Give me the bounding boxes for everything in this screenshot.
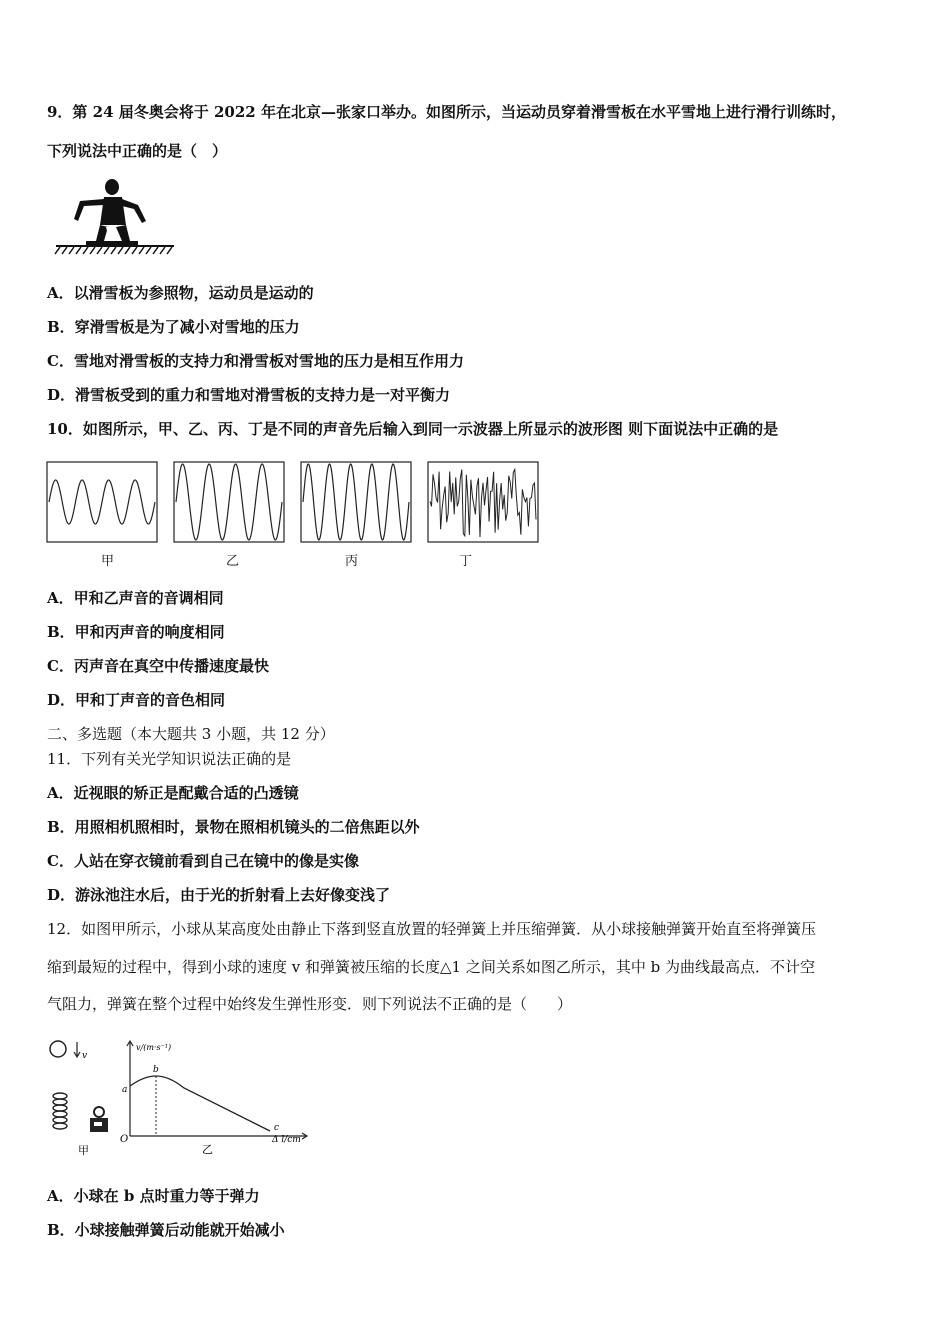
q12-option-a: A．小球在 b 点时重力等于弹力	[47, 1187, 260, 1205]
section-heading-multiple-choice: 二、多选题（本大题共 3 小题，共 12 分）	[47, 725, 335, 743]
waveform-bing	[301, 462, 411, 542]
q10-option-d: D．甲和丁声音的音色相同	[47, 691, 226, 709]
point-b-label: b	[153, 1065, 159, 1075]
q11-option-b: B．用照相机照相时，景物在照相机镜头的二倍焦距以外	[47, 818, 420, 836]
y-axis-label: v/(m·s⁻¹)	[136, 1043, 172, 1052]
waveform-ding	[428, 462, 538, 542]
waveform-jia	[47, 462, 157, 542]
waveform-yi	[174, 462, 284, 542]
waveform-label-jia: 甲	[101, 554, 115, 569]
q12-stem-line1: 12．如图甲所示，小球从某高度处由静止下落到竖直放置的轻弹簧上并压缩弹簧．从小球接触弹簧开始直至将弹簧压	[47, 920, 817, 938]
snowboard	[86, 241, 138, 245]
oscilloscope-waveforms	[46, 461, 540, 545]
q11-stem: 11．下列有关光学知识说法正确的是	[47, 750, 292, 768]
skier-right-arm	[122, 199, 146, 223]
skier-right-leg	[116, 225, 130, 241]
skier-left-arm	[74, 199, 104, 221]
q12-stem-line3: 气阻力，弹簧在整个过程中始终发生弹性形变．则下列说法不正确的是（ ）	[47, 995, 573, 1013]
q9-stem-line2: 下列说法中正确的是（ ）	[47, 142, 228, 160]
label-yi: 乙	[202, 1143, 213, 1156]
q10-stem: 10．如图所示，甲、乙、丙、丁是不同的声音先后输入到同一示波器上所显示的波形图 则下面说法中正确的是	[47, 420, 779, 438]
waveform-label-bing: 丙	[345, 554, 359, 569]
q10-option-c: C．丙声音在真空中传播速度最快	[47, 657, 269, 675]
q11-option-a: A．近视眼的矫正是配戴合适的凸透镜	[47, 784, 299, 802]
q9-option-c: C．雪地对滑雪板的支持力和滑雪板对雪地的压力是相互作用力	[47, 352, 464, 370]
q10-option-b: B．甲和丙声音的响度相同	[47, 623, 225, 641]
x-axis-label: Δ l/cm	[272, 1135, 301, 1145]
skier-figure	[52, 175, 182, 260]
q9-option-d: D．滑雪板受到的重力和雪地对滑雪板的支持力是一对平衡力	[47, 386, 451, 404]
q11-option-d: D．游泳池注水后，由于光的折射看上去好像变浅了	[47, 886, 391, 904]
q9-option-b: B．穿滑雪板是为了减小对雪地的压力	[47, 318, 300, 336]
q9-stem-line1: 9．第 24 届冬奥会将于 2022 年在北京—张家口举办。如图所示，当运动员穿着滑雪板在水平雪地上进行滑行训练时，	[47, 103, 846, 121]
spring-icon	[53, 1093, 67, 1129]
q12-option-b: B．小球接触弹簧后动能就开始减小	[47, 1221, 285, 1239]
q11-option-c: C．人站在穿衣镜前看到自己在镜中的像是实像	[47, 852, 359, 870]
label-jia: 甲	[78, 1144, 89, 1157]
skier-head	[105, 179, 119, 195]
q10-option-a: A．甲和乙声音的音调相同	[47, 589, 224, 607]
ground-hatching	[55, 247, 172, 254]
q9-option-a: A．以滑雪板为参照物，运动员是运动的	[47, 284, 314, 302]
point-c-label: c	[274, 1123, 280, 1133]
spring-velocity-figure	[44, 1036, 314, 1158]
velocity-symbol: v	[82, 1051, 88, 1061]
point-a-label: a	[122, 1085, 128, 1095]
waveform-label-ding: 丁	[459, 554, 473, 569]
origin-label: O	[120, 1134, 129, 1145]
ball-icon	[50, 1041, 66, 1057]
velocity-curve	[130, 1076, 270, 1131]
skier-gap	[106, 227, 116, 235]
q12-stem-line2: 缩到最短的过程中，得到小球的速度 v 和弹簧被压缩的长度△1 之间关系如图乙所示，其中 b 为曲线最高点．不计空	[47, 958, 816, 976]
waveform-label-yi: 乙	[226, 554, 240, 569]
